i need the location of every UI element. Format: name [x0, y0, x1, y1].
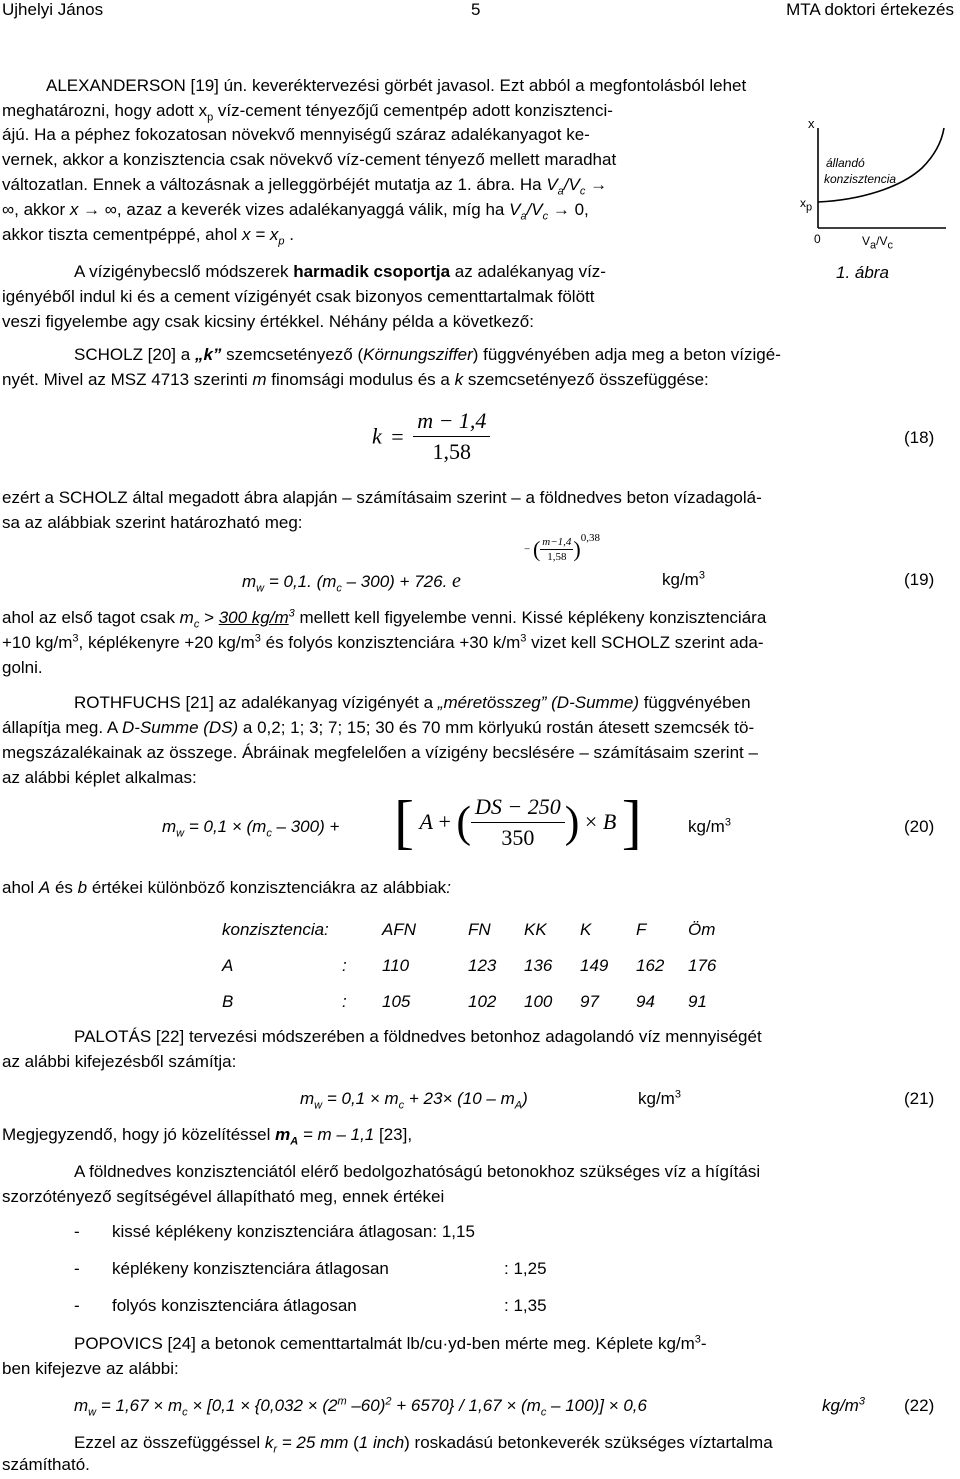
p3-line-1: SCHOLZ [20] a „k” szemcsetényező (Körnungsziffer) függvényében adja meg a beton vízigé- — [74, 345, 781, 364]
figure-curve-label-1: állandó — [826, 156, 865, 170]
p10-line-1: A földnedves konzisztenciától elérő bedolgozhatóságú betonokhoz szükséges víz a hígítási — [74, 1162, 761, 1181]
table-col-afn: AFN — [382, 920, 416, 939]
p4-line-1: ezért a SCHOLZ által megadott ábra alapján – számításaim szerint – a földnedves beton vízadagolá- — [2, 488, 762, 507]
equation-22-number: (22) — [904, 1396, 935, 1415]
p1-line-6: ∞, akkor x → ∞, azaz a keverék vizes adalékanyaggá válik, míg ha $V_a/V_c \to 0$, — [2, 200, 589, 223]
figure-1 — [790, 110, 960, 290]
table-cell: 102 — [468, 992, 497, 1011]
table-cell: 105 — [382, 992, 411, 1011]
p6-line-1: ROTHFUCHS [21] az adalékanyag vízigényét a „méretösszeg” (D-Summe) függvényében — [74, 693, 751, 712]
table-cell: 91 — [688, 992, 707, 1011]
p2-line-1: A vízigénybecslő módszerek harmadik csoportja az adalékanyag víz- — [74, 262, 606, 281]
header-page-number: 5 — [471, 0, 481, 19]
p10-line-2: szorzótényező segítségével állapítható meg, ennek értékei — [2, 1187, 445, 1206]
table-col-om: Öm — [688, 920, 716, 939]
equation-18-number: (18) — [904, 428, 935, 447]
p2-line-2: igényéből indul ki és a cement vízigényét csak bizonyos cementtartalmak fölött — [2, 287, 595, 306]
table-row — [222, 948, 716, 984]
figure-caption: 1. ábra — [836, 263, 889, 282]
p11-line-1: POPOVICS [24] a betonok cementtartalmát lb/cu·yd-ben mérte meg. Képlete $kg/m^3-$ — [74, 1333, 707, 1353]
p6-line-3: megszázalékainak az összege. Ábráinak megfelelően a vízigény becslésére – számításaim szerint – — [2, 743, 758, 762]
table-cell: 94 — [636, 992, 655, 1011]
p7-line: ahol A és b értékei különböző konzisztenciákra az alábbiak: — [2, 878, 451, 897]
figure-curve-label-2: konzisztencia — [824, 172, 897, 186]
table-cell: 123 — [468, 956, 497, 975]
equation-22-unit: $kg/m^3$ — [822, 1395, 865, 1415]
equation-22: $m_w = 1,67 \times m_c \times [0,1 \times \{0,032 \times (2^m$ $-60)^2 + 6570\} / 1,67 \times (m_c - 100)] \times 0,6$ — [74, 1395, 647, 1419]
p1-line-5: változatlan. Ennek a változásnak a jelleggörbéjét mutatja az 1. ábra. Ha $V_a/V_c$ → — [2, 175, 608, 198]
p1-line-4: vernek, akkor a konzisztencia csak növekvő víz-cement tényező mellett maradhat — [2, 150, 617, 169]
p4-line-2: sa az alábbiak szerint határozható meg: — [2, 513, 303, 532]
p5-line-1: ahol az első tagot csak $m_c > 300$ $kg/m^3$ mellett kell figyelembe venni. Kissé képlékeny konzisztenciára — [2, 607, 767, 631]
equation-20-number: (20) — [904, 817, 935, 836]
p1-line-1: ALEXANDERSON [19] ún. keveréktervezési görbét javasol. Ezt abból a megfontolásból lehet — [46, 76, 747, 95]
equation-21-unit: $kg/m^3$ — [638, 1088, 681, 1108]
p1-line-3: ájú. Ha a péphez fokozatosan növekvő mennyiségű száraz adalékanyagot ke- — [2, 125, 590, 144]
p8-line-2: az alábbi kifejezésből számítja: — [2, 1052, 237, 1071]
p8-line-1: PALOTÁS [22] tervezési módszerében a földnedves betonhoz adagolandó víz mennyiségét — [74, 1027, 762, 1046]
p12-line-2: számítható. — [2, 1455, 90, 1474]
list-item: - kissé képlékeny konzisztenciára átlagosan: 1,15 — [74, 1222, 475, 1241]
p1-line-7: akkor tiszta cementpéppé, ahol $x = x_p$ . — [2, 225, 294, 248]
equation-21-number: (21) — [904, 1089, 935, 1108]
table-row-label-a: A : — [222, 956, 347, 975]
table-col-f: F — [636, 920, 647, 939]
p5-line-3: golni. — [2, 658, 43, 677]
table-cell: 176 — [688, 956, 717, 975]
p6-line-2: állapítja meg. A D-Summe (DS) a 0,2; 1; 3; 7; 15; 30 és 70 mm körlyukú rostán átesett szemcsék tö- — [2, 718, 755, 737]
p2-line-3: veszi figyelembe agy csak kicsiny értékkel. Néhány példa a következő: — [2, 312, 534, 331]
table-cell: 149 — [580, 956, 609, 975]
header-author: Ujhelyi János — [2, 0, 104, 19]
table-col-fn: FN — [468, 920, 491, 939]
p3-line-2: nyét. Mivel az MSZ 4713 szerinti m finomsági modulus és a k szemcsetényező összefüggése: — [2, 370, 709, 389]
p9-line: Megjegyzendő, hogy jó közelítéssel $m_A = m - 1,1$ [23], — [2, 1125, 413, 1148]
equation-21: $m_w = 0,1 \times m_c + 23\times (10 - m_A)$ — [300, 1089, 528, 1112]
p12-line-1: Ezzel az összefüggéssel $k_r = 25$ mm (1 inch) roskadású betonkeverék szükséges víztartalma — [74, 1433, 773, 1456]
figure-xp-label: $x_p$ — [800, 196, 813, 214]
table-cell: 97 — [580, 992, 599, 1011]
equation-20-bracket: [ A + ( $\frac{DS - 250}{350}$ ) × B ] — [394, 789, 642, 855]
table-col-k: K — [580, 920, 592, 939]
consistency-table — [222, 912, 716, 1020]
equation-20-unit: $kg/m^3$ — [688, 816, 731, 836]
table-cell: 100 — [524, 992, 553, 1011]
figure-origin-label: 0 — [814, 232, 821, 246]
equation-19: $m_w = 0,1$. $(m_c - 300) + 726$. e — [242, 570, 461, 595]
figure-y-axis-label: x — [808, 116, 815, 131]
table-header-label: konzisztencia: — [222, 920, 329, 939]
table-row — [222, 984, 716, 1020]
p6-line-4: az alábbi képlet alkalmas: — [2, 768, 197, 787]
p1-line-2: meghatározni, hogy adott $x_p$ víz-cement tényezőjű cementpép adott konzisztenci- — [2, 101, 613, 124]
table-cell: 162 — [636, 956, 665, 975]
equation-18: k = $\frac{m - 1,4}{1,58}$ — [372, 408, 490, 465]
header-document: MTA doktori értekezés — [786, 0, 954, 19]
p5-line-2: +10 $kg/m^3$, képlékenyre +20 $kg/m^3$ és folyós konzisztenciára +30 $k/m^3$ vizet kell SCHOLZ szerint ada- — [2, 632, 764, 652]
table-row-label-b: B : — [222, 992, 347, 1011]
equation-19-exponent: − ( $\frac{m-1,4}{1,58}$ )0,38 — [524, 532, 600, 563]
table-header-row — [222, 912, 716, 948]
p11-line-2: ben kifejezve az alábbi: — [2, 1359, 179, 1378]
table-col-kk: KK — [524, 920, 547, 939]
list-item: - képlékeny konzisztenciára átlagosan : 1,25 — [74, 1259, 547, 1278]
equation-19-unit: $kg/m^3$ — [662, 569, 705, 589]
table-cell: 110 — [382, 956, 410, 975]
equation-20-lhs: $m_w = 0,1 \times (m_c - 300)$ + — [162, 817, 340, 840]
figure-x-axis-label: $V_a/V_c$ — [862, 234, 893, 252]
equation-19-number: (19) — [904, 570, 935, 589]
table-cell: 136 — [524, 956, 553, 975]
list-item: - folyós konzisztenciára átlagosan : 1,35 — [74, 1296, 547, 1315]
